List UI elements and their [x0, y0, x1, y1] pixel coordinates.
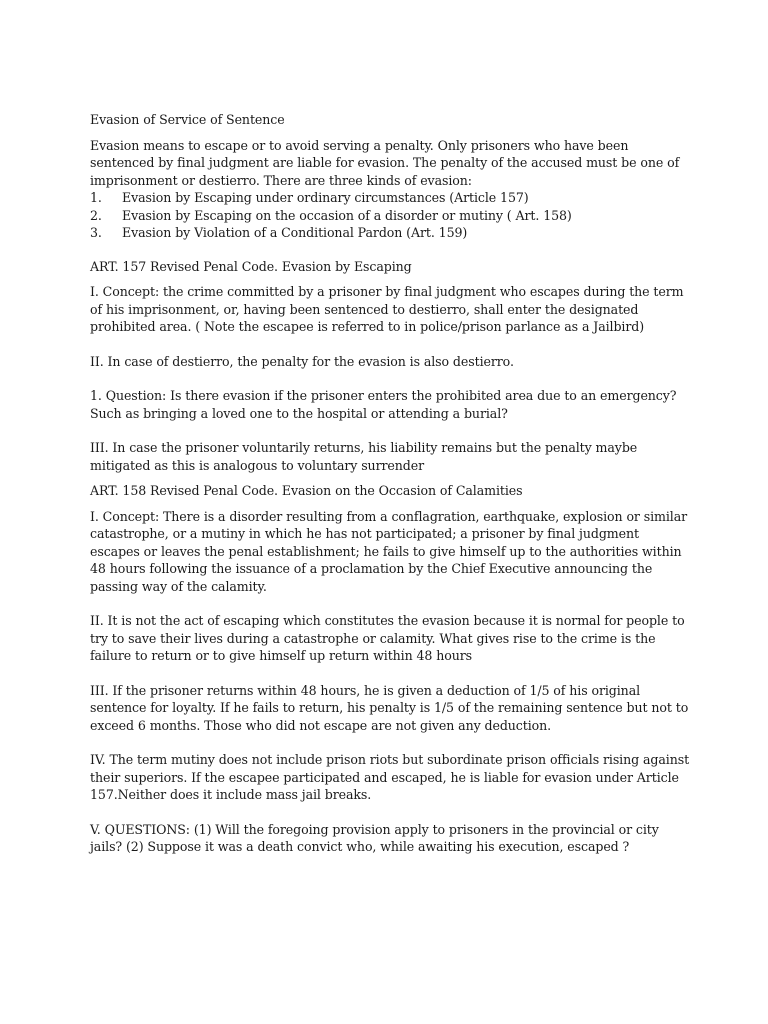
section-heading-art157: ART. 157 Revised Penal Code. Evasion by Escaping [90, 258, 412, 274]
list-item [90, 207, 690, 225]
art157-question: 1. Question: Is there evasion if the prisoner enters the prohibited area due to an emergency? Such as bringing a loved one to the hospital or attending a burial? [90, 388, 677, 421]
intro-paragraph: Evasion means to escape or to avoid serving a penalty. Only prisoners who have been sentenced by final judgment are liable for evasion. The penalty of the accused must be one of imprisonment or destierro. There are three kinds of evasion: [90, 137, 680, 188]
art158-escaping-act: II. It is not the act of escaping which constitutes the evasion because it is normal for people to try to save their lives during a catastrophe or calamity. What gives rise to the crime is the failure to return or to give himself up return within 48 hours [90, 613, 685, 663]
section-heading-art158: ART. 158 Revised Penal Code. Evasion on the Occasion of Calamities [90, 483, 523, 498]
document-page [90, 111, 690, 856]
art158-concept: I. Concept: There is a disorder resulting from a conflagration, earthquake, explosion or similar catastrophe, or a mutiny in which he has not participated; a prisoner by final judgment escapes or leaves the penal establishment; he fails to give himself up to the authorities within 48 hours following the issuance of a proclamation by the Chief Executive announcing the passing way of the calamity. [90, 508, 688, 594]
art158-deduction: III. If the prisoner returns within 48 hours, he is given a deduction of 1/5 of his original sentence for loyalty. If he fails to return, his penalty is 1/5 of the remaining sentence but not to exceed 6 months. Those who did not escape are not given any deduction. [90, 682, 689, 733]
list-number: 3. [90, 225, 102, 240]
list-text: Evasion by Escaping on the occasion of a disorder or mutiny ( Art. 158) [122, 207, 572, 223]
list-text: Evasion by Violation of a Conditional Pardon (Art. 159) [122, 225, 468, 240]
art158-questions: V. QUESTIONS: (1) Will the foregoing provision apply to prisoners in the provincial or city jails? (2) Suppose it was a death convict who, while awaiting his execution, escaped ? [90, 821, 659, 854]
list-text: Evasion by Escaping under ordinary circumstances (Article 157) [122, 190, 529, 205]
list-item [90, 224, 690, 242]
document-title: Evasion of Service of Sentence [90, 112, 285, 127]
art157-destierro: II. In case of destierro, the penalty for the evasion is also destierro. [90, 353, 514, 369]
art157-concept: I. Concept: the crime committed by a prisoner by final judgment who escapes during the term of his imprisonment, or, having been sentenced to destierro, shall enter the designated prohibited area. ( Note the escapee is referred to in police/prison parlance as a Jailbird) [90, 284, 684, 334]
art157-voluntary-return: III. In case the prisoner voluntarily returns, his liability remains but the penalty maybe mitigated as this is analogous to voluntary surrender [90, 440, 638, 473]
list-number: 2. [90, 207, 102, 223]
list-number: 1. [90, 190, 102, 205]
art158-mutiny: IV. The term mutiny does not include prison riots but subordinate prison officials rising against their superiors. If the escapee participated and escaped, he is liable for evasion under Article 157.Neither does it include mass jail breaks. [90, 752, 690, 802]
list-item [90, 189, 690, 207]
